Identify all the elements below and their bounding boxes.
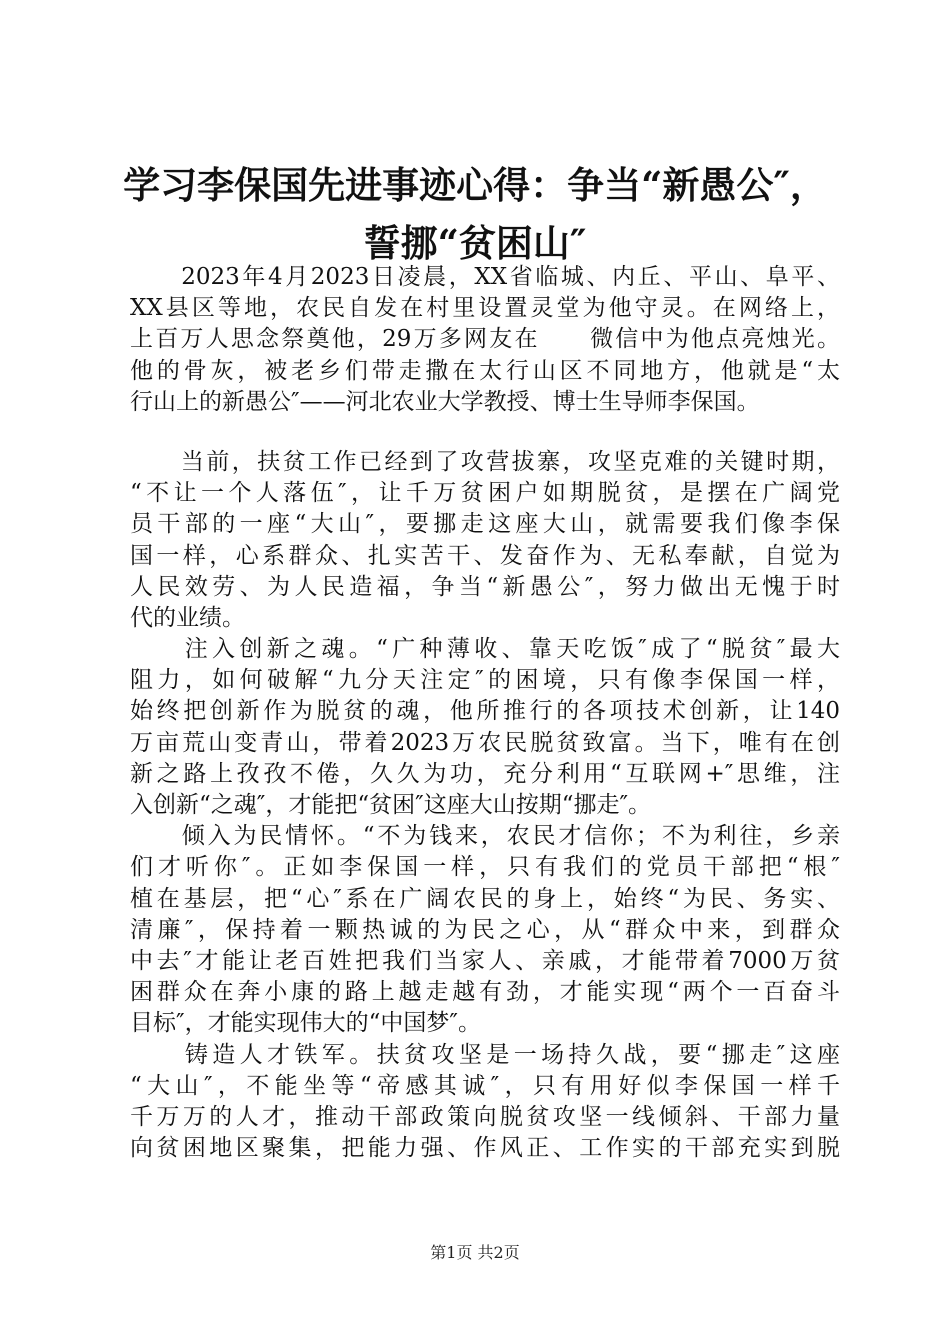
paragraph-line: 注入创新之魂。“广种薄收、靠天吃饭″成了“脱贫″最大 — [130, 636, 840, 663]
paragraph-line: 植在基层，把“心″系在广阔农民的身上，始终“为民、务实、 — [130, 885, 840, 912]
paragraph-line: 始终把创新作为脱贫的魂，他所推行的各项技术创新，让140 — [130, 698, 840, 725]
document-title-line-2: 誓挪“贫困山″ — [363, 221, 587, 265]
paragraph-line: 当前，扶贫工作已经到了攻营拔寨，攻坚克难的关键时期， — [130, 448, 840, 475]
document-title-line-1: 学习李保国先进事迹心得：争当“新愚公″， — [123, 163, 827, 207]
paragraph-line: 倾入为民情怀。“不为钱来，农民才信你；不为利往，乡亲 — [130, 823, 840, 850]
paragraph-line: 中去″才能让老百姓把我们当家人、亲戚，才能带着7000万贫 — [130, 947, 840, 974]
paragraph — [130, 262, 840, 418]
paragraph-line: 万亩荒山变青山，带着2023万农民脱贫致富。当下，唯有在创 — [130, 729, 840, 756]
paragraph-line: 千万万的人才，推动干部政策向脱贫攻坚一线倾斜、干部力量 — [130, 1103, 840, 1130]
page-footer: 第1页 共2页 — [430, 1243, 520, 1262]
paragraph-line: “大山″，不能坐等“帝感其诚″，只有用好似李保国一样千 — [130, 1072, 840, 1099]
paragraph-line: 向贫困地区聚集，把能力强、作风正、工作实的干部充实到脱 — [130, 1135, 840, 1162]
paragraph-line: XX县区等地，农民自发在村里设置灵堂为他守灵。在网络上， — [130, 295, 840, 322]
document-body — [130, 262, 840, 1164]
paragraph-line: 新之路上孜孜不倦，久久为功，充分利用“互联网+″思维，注 — [130, 760, 840, 787]
paragraph-line: 阻力，如何破解“九分天注定″的困境，只有像李保国一样， — [130, 667, 840, 694]
paragraph — [130, 1040, 840, 1165]
paragraph — [130, 821, 840, 1039]
paragraph-line: 国一样，心系群众、扎实苦干、发奋作为、无私奉献，自觉为 — [130, 542, 840, 569]
paragraph-line: 人民效劳、为人民造福，争当“新愚公″，努力做出无愧于时 — [130, 573, 840, 600]
paragraph-line: 目标″，才能实现伟大的“中国梦″。 — [130, 1010, 481, 1037]
paragraph — [130, 634, 840, 821]
paragraph-gap — [130, 418, 840, 447]
paragraph-line: 上百万人思念祭奠他，29万多网友在 微信中为他点亮烛光。 — [130, 326, 840, 353]
paragraph-line: 2023年4月2023日凌晨，XX省临城、内丘、平山、阜平、 — [130, 264, 840, 290]
paragraph-line: 员干部的一座“大山″，要挪走这座大山，就需要我们像李保 — [130, 511, 840, 538]
paragraph-line: 他的骨灰，被老乡们带走撒在太行山区不同地方，他就是“太 — [130, 357, 840, 384]
paragraph — [130, 447, 840, 634]
paragraph-line: 清廉″，保持着一颗热诚的为民之心，从“群众中来，到群众 — [130, 916, 840, 943]
paragraph-line: 入创新“之魂″，才能把“贫困″这座大山按期“挪走″。 — [130, 792, 652, 818]
paragraph-line: 困群众在奔小康的路上越走越有劲，才能实现“两个一百奋斗 — [130, 979, 840, 1006]
paragraph-line: “不让一个人落伍″，让千万贫困户如期脱贫，是摆在广阔党 — [130, 480, 840, 507]
paragraph-line: 代的业绩。 — [130, 604, 245, 631]
paragraph-line: 铸造人才铁军。扶贫攻坚是一场持久战，要“挪走″这座 — [130, 1041, 840, 1068]
paragraph-line: 行山上的新愚公″——河北农业大学教授、博士生导师李保国。 — [130, 388, 760, 415]
paragraph-line: 们才听你″。正如李保国一样，只有我们的党员干部把“根″ — [130, 854, 840, 881]
